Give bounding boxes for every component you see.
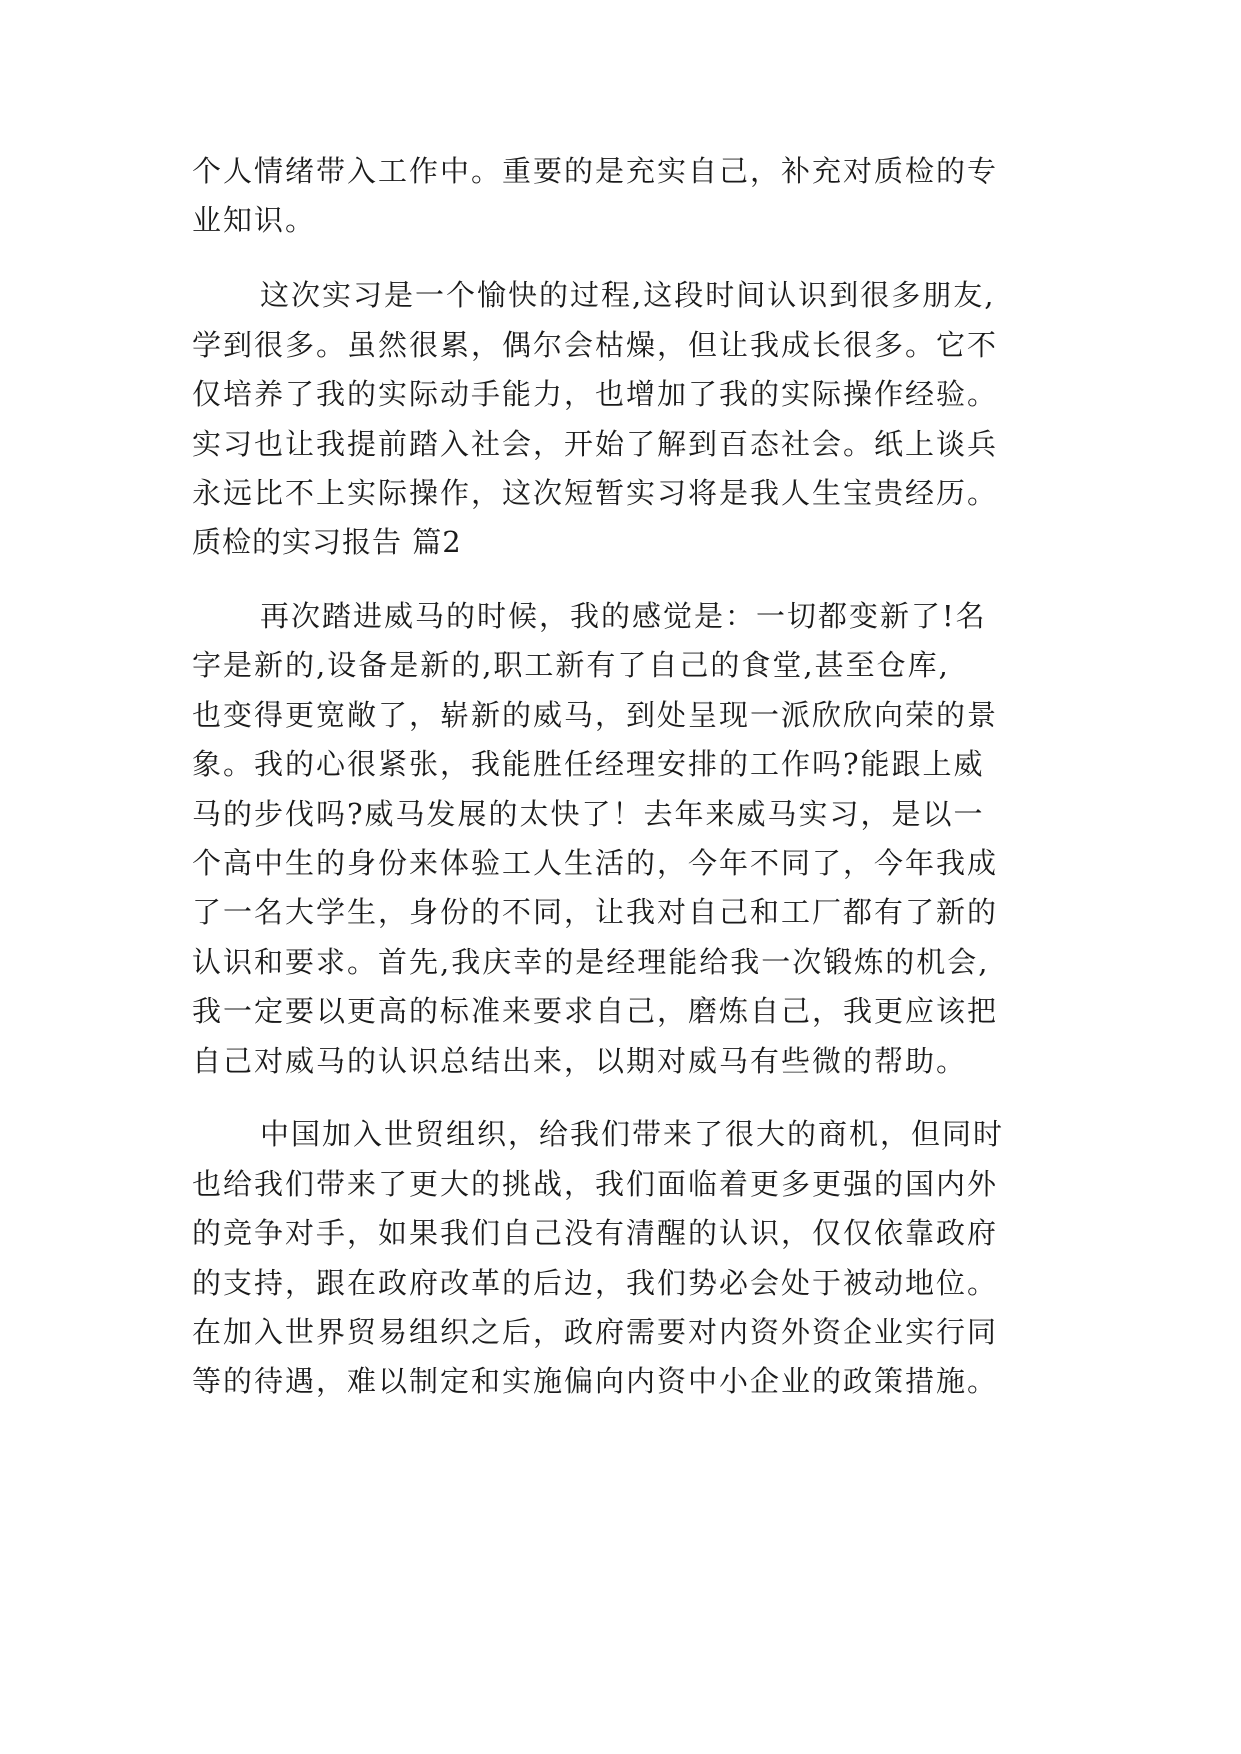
text-line: 也给我们带来了更大的挑战，我们面临着更多更强的国内外 [192,1167,999,1201]
text-line: 象。我的心很紧张，我能胜任经理安排的工作吗?能跟上威 [192,747,985,781]
text-line: 实习也让我提前踏入社会，开始了解到百态社会。纸上谈兵 [192,427,999,461]
text-line: 个高中生的身份来体验工人生活的，今年不同了，今年我成 [192,846,999,880]
text-line: 我一定要以更高的标准来要求自己，磨炼自己，我更应该把 [192,994,999,1028]
text-line: 也变得更宽敞了，崭新的威马，到处呈现一派欣欣向荣的景 [192,698,999,732]
paragraph-start-line: 这次实习是一个愉快的过程,这段时间认识到很多朋友, [260,278,996,312]
text-line: 学到很多。虽然很累，偶尔会枯燥，但让我成长很多。它不 [192,328,999,362]
text-line: 在加入世界贸易组织之后，政府需要对内资外资企业实行同 [192,1315,999,1349]
text-line: 仅培养了我的实际动手能力，也增加了我的实际操作经验。 [192,377,999,411]
paragraph-start-line: 中国加入世贸组织，给我们带来了很大的商机，但同时 [260,1117,1005,1151]
text-line: 认识和要求。首先,我庆幸的是经理能给我一次锻炼的机会, [192,945,990,979]
section-heading: 质检的实习报告 篇2 [192,525,462,559]
text-line: 永远比不上实际操作，这次短暂实习将是我人生宝贵经历。 [192,476,999,510]
text-line: 业知识。 [192,203,317,237]
text-line: 马的步伐吗?威马发展的太快了！去年来威马实习，是以一 [192,797,985,831]
paragraph-start-line: 再次踏进威马的时候，我的感觉是：一切都变新了!名 [260,599,987,633]
text-line: 字是新的,设备是新的,职工新有了自己的食堂,甚至仓库, [192,648,950,682]
text-line: 个人情绪带入工作中。重要的是充实自己，补充对质检的专 [192,154,999,188]
text-line: 自己对威马的认识总结出来，以期对威马有些微的帮助。 [192,1044,968,1078]
text-line: 了一名大学生，身份的不同，让我对自己和工厂都有了新的 [192,895,999,929]
text-line: 的支持，跟在政府改革的后边，我们势必会处于被动地位。 [192,1266,999,1300]
text-line: 等的待遇，难以制定和实施偏向内资中小企业的政策措施。 [192,1364,999,1398]
text-line: 的竞争对手，如果我们自己没有清醒的认识，仅仅依靠政府 [192,1216,999,1250]
